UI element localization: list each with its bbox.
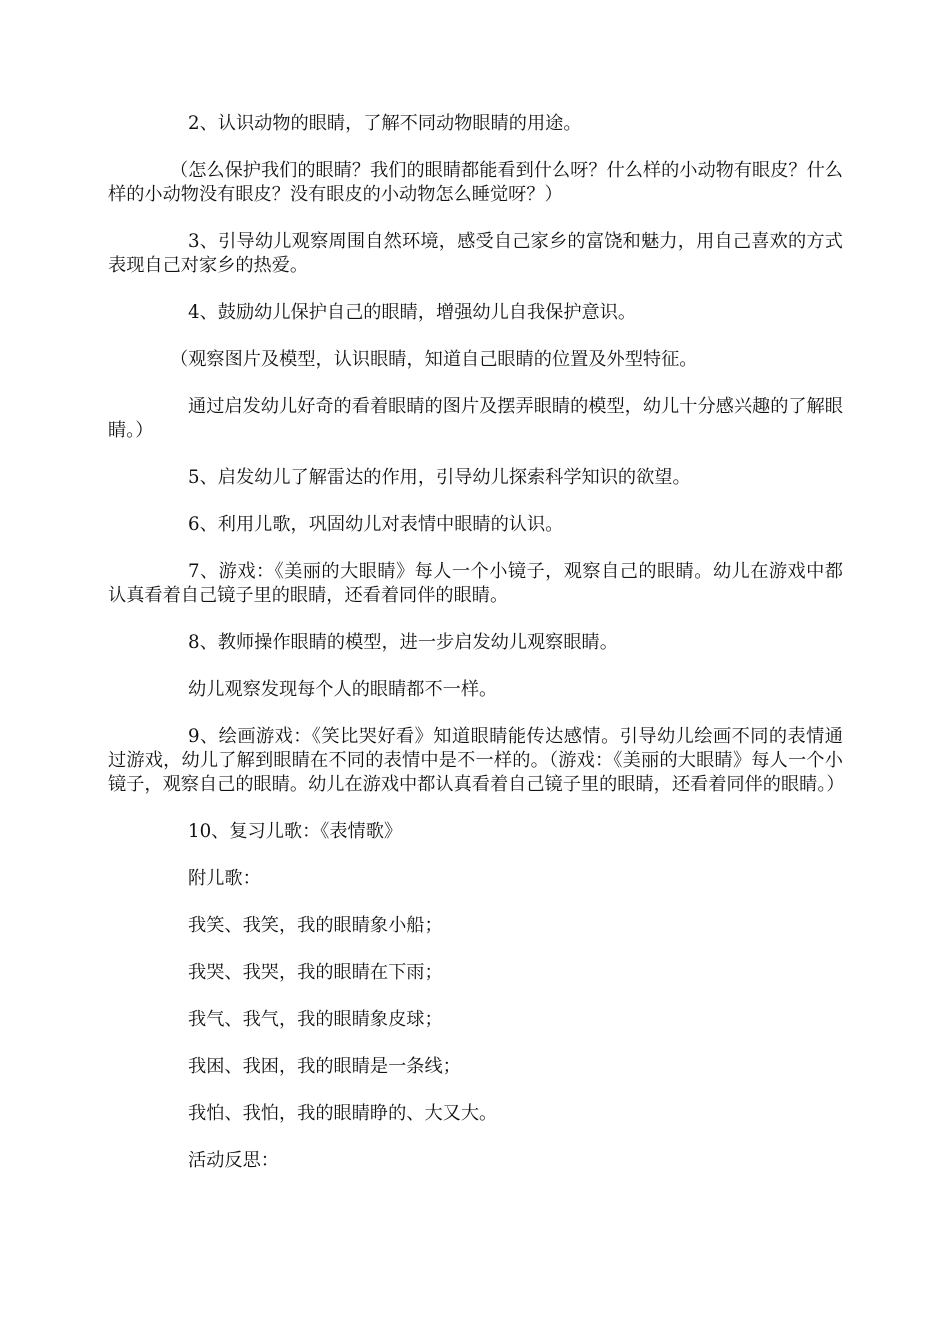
paragraph-observe-detail: 通过启发幼儿好奇的看着眼睛的图片及摆弄眼睛的模型，幼儿十分感兴趣的了解眼睛。） xyxy=(108,396,843,441)
paragraph-eye-questions: （怎么保护我们的眼睛？我们的眼睛都能看到什么呀？什么样的小动物有眼皮？什么样的小动物没有眼皮？没有眼皮的小动物怎么睡觉呀？） xyxy=(108,160,843,205)
song-line-4: 我困、我困，我的眼睛是一条线； xyxy=(188,1056,461,1077)
paragraph-objective-4: 4、鼓励幼儿保护自己的眼睛，增强幼儿自我保护意识。 xyxy=(188,302,637,323)
paragraph-objective-6: 6、利用儿歌，巩固幼儿对表情中眼睛的认识。 xyxy=(188,514,564,535)
paragraph-objective-3: 3、引导幼儿观察周围自然环境，感受自己家乡的富饶和魅力，用自己喜欢的方式表现自己对家乡的热爱。 xyxy=(108,231,843,276)
paragraph-game-7: 7、游戏：《美丽的大眼睛》每人一个小镜子，观察自己的眼睛。幼儿在游戏中都认真看着自己镜子里的眼睛，还看着同伴的眼睛。 xyxy=(108,561,843,606)
song-line-5: 我怕、我怕，我的眼睛睁的、大又大。 xyxy=(188,1103,498,1124)
paragraph-observation-result: 幼儿观察发现每个人的眼睛都不一样。 xyxy=(188,679,498,700)
paragraph-song-heading: 附儿歌： xyxy=(188,868,261,889)
paragraph-observe-model: （观察图片及模型，认识眼睛，知道自己眼睛的位置及外型特征。 xyxy=(170,349,698,370)
paragraph-objective-5: 5、启发幼儿了解雷达的作用，引导幼儿探索科学知识的欲望。 xyxy=(188,467,691,488)
paragraph-reflection-heading: 活动反思： xyxy=(188,1150,279,1171)
paragraph-review-song-10: 10、复习儿歌：《表情歌》 xyxy=(188,821,403,842)
paragraph-objective-2: 2、认识动物的眼睛，了解不同动物眼睛的用途。 xyxy=(188,113,582,134)
song-line-2: 我哭、我哭，我的眼睛在下雨； xyxy=(188,962,443,983)
document-body xyxy=(108,112,843,1196)
song-line-1: 我笑、我笑，我的眼睛象小船； xyxy=(188,915,443,936)
paragraph-teacher-8: 8、教师操作眼睛的模型，进一步启发幼儿观察眼睛。 xyxy=(188,632,618,653)
song-line-3: 我气、我气，我的眼睛象皮球； xyxy=(188,1009,443,1030)
paragraph-drawing-game-9: 9、绘画游戏：《笑比哭好看》知道眼睛能传达感情。引导幼儿绘画不同的表情通过游戏，幼儿了解到眼睛在不同的表情中是不一样的。（游戏：《美丽的大眼睛》每人一个小镜子，观察自己的眼睛。幼儿在游戏中都认真看着自己镜子里的眼睛，还看着同伴的眼睛。） xyxy=(108,726,845,795)
